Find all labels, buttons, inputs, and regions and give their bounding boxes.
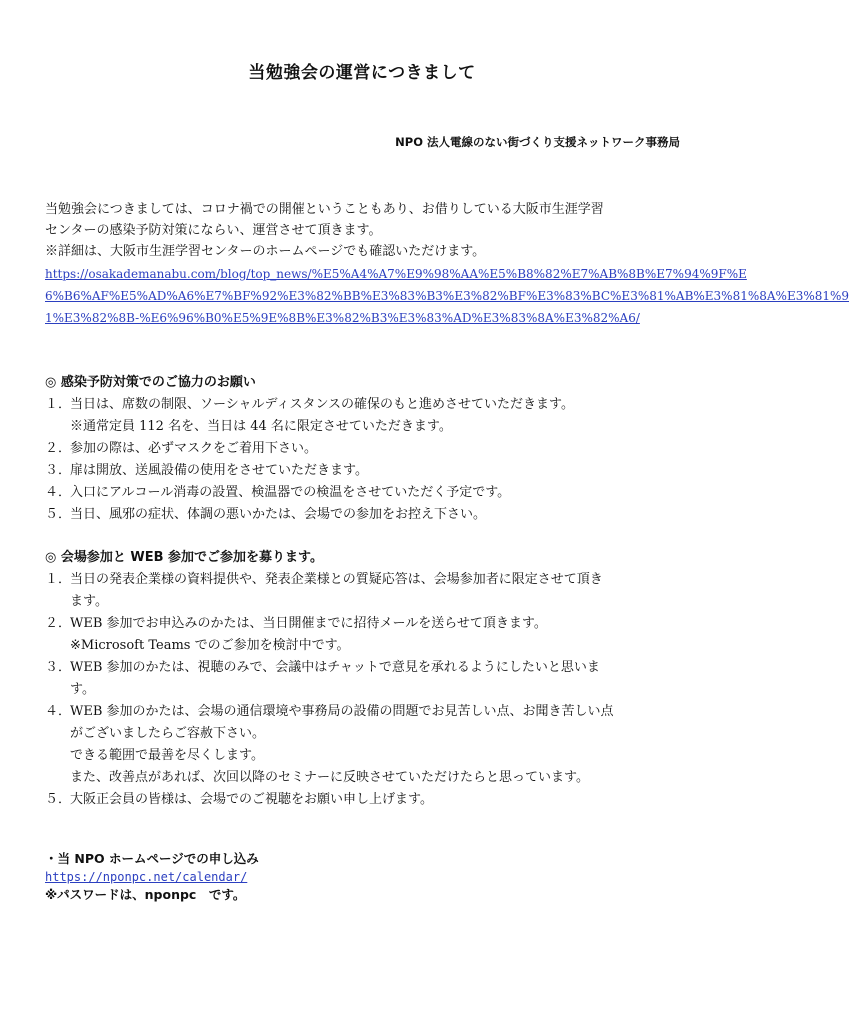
section2-item [45,570,603,590]
item-text: WEB 参加のかたは、会場の通信環境や事務局の設備の問題でお見苦しい点、お聞き苦しい点 [70,704,614,719]
section1-item [45,461,368,481]
item-number: ２． [45,616,72,631]
section2-item [45,702,614,722]
item-text: ※Microsoft Teams でのご参加を検討中です。 [70,638,350,653]
section1-item [45,483,510,503]
intro-line-2: センターの感染予防対策にならい、運営させて頂きます。 [45,223,382,238]
item-text: 扉は開放、送風設備の使用をさせていただきます。 [70,463,368,478]
item-text: ※通常定員 112 名を、当日は 44 名に限定させていただきます。 [70,419,452,434]
item-text: WEB 参加のかたは、視聴のみで、会議中はチャットで意見を承れるようにしたいと思いま [70,660,600,675]
npo-calendar-link[interactable]: https://nponpc.net/calendar/ [45,870,248,884]
section1-item [45,439,317,459]
section2-item [45,790,433,810]
item-text: 参加の際は、必ずマスクをご着用下さい。 [70,441,318,456]
item-text: ます。 [70,594,108,609]
item-number: ４． [45,704,72,719]
footer-password [45,886,245,904]
item-number: １． [45,397,72,412]
item-number: ２． [45,441,72,456]
section2-item [70,592,108,612]
section2-item [70,680,95,700]
item-text: 当日は、席数の制限、ソーシャルディスタンスの確保のもと進めさせていただきます。 [70,397,575,412]
footer-heading-text: ・当 NPO ホームページでの申し込み [45,851,259,866]
item-number: ５． [45,792,72,807]
item-number: ３． [45,463,72,478]
item-number: １． [45,572,72,587]
item-text: 当日の発表企業様の資料提供や、発表企業様との質疑応答は、会場参加者に限定させて頂き [70,572,603,587]
item-number: ５． [45,507,72,522]
section2-item [70,724,265,744]
item-text: また、改善点があれば、次回以降のセミナーに反映させていただけたらと思っています。 [70,770,589,785]
password-text: ※パスワードは、nponpc です。 [45,887,246,902]
intro-line-3: ※詳細は、大阪市生涯学習センターのホームページでも確認いただけます。 [45,244,486,259]
page-title: 当勉強会の運営につきまして [248,63,476,83]
section2-item [70,636,350,656]
item-text: 入口にアルコール消毒の設置、検温器での検温をさせていただく予定です。 [70,485,511,500]
osaka-url-link-3[interactable]: 1%E3%82%8B-%E6%96%B0%E5%9E%8B%E3%82%B3%E3%83%AD%E3%83%8A%E3%82%A6/ [45,311,640,325]
item-text: できる範囲で最善を尽くします。 [70,748,264,763]
section2-heading: ◎ 会場参加と WEB 参加でご参加を募ります。 [45,550,324,565]
section1-item [45,505,486,525]
item-text: 当日、風邪の症状、体調の悪いかたは、会場での参加をお控え下さい。 [70,507,487,522]
item-text: 大阪正会員の皆様は、会場でのご視聴をお願い申し上げます。 [70,792,433,807]
section2-item [70,768,589,788]
organization-name: NPO 法人電線のない街づくり支援ネットワーク事務局 [395,135,680,149]
item-number: ４． [45,485,72,500]
footer-heading [45,850,259,868]
section1-item [70,417,452,437]
section2-item [45,658,600,678]
section1-heading: ◎ 感染予防対策でのご協力のお願い [45,375,256,390]
item-text: す。 [70,682,95,697]
intro-line-1: 当勉強会につきましては、コロナ禍での開催ということもあり、お借りしている大阪市生涯学習 [45,202,604,217]
item-text: がございましたらご容赦下さい。 [70,726,266,741]
osaka-url-link-1[interactable]: https://osakademanabu.com/blog/top_news/%E5%A4%A7%E9%98%AA%E5%B8%82%E7%AB%8B%E7%94%9F%E [45,267,747,281]
item-number: ３． [45,660,72,675]
section2-item [70,746,264,766]
section1-item [45,395,574,415]
osaka-url-link-2[interactable]: 6%B6%AF%E5%AD%A6%E7%BF%92%E3%82%BB%E3%83%B3%E3%82%BF%E3%83%BC%E3%81%AB%E3%81%8A%E3%81%9 [45,289,849,303]
section2-item [45,614,547,634]
item-text: WEB 参加でお申込みのかたは、当日開催までに招待メールを送らせて頂きます。 [70,616,547,631]
